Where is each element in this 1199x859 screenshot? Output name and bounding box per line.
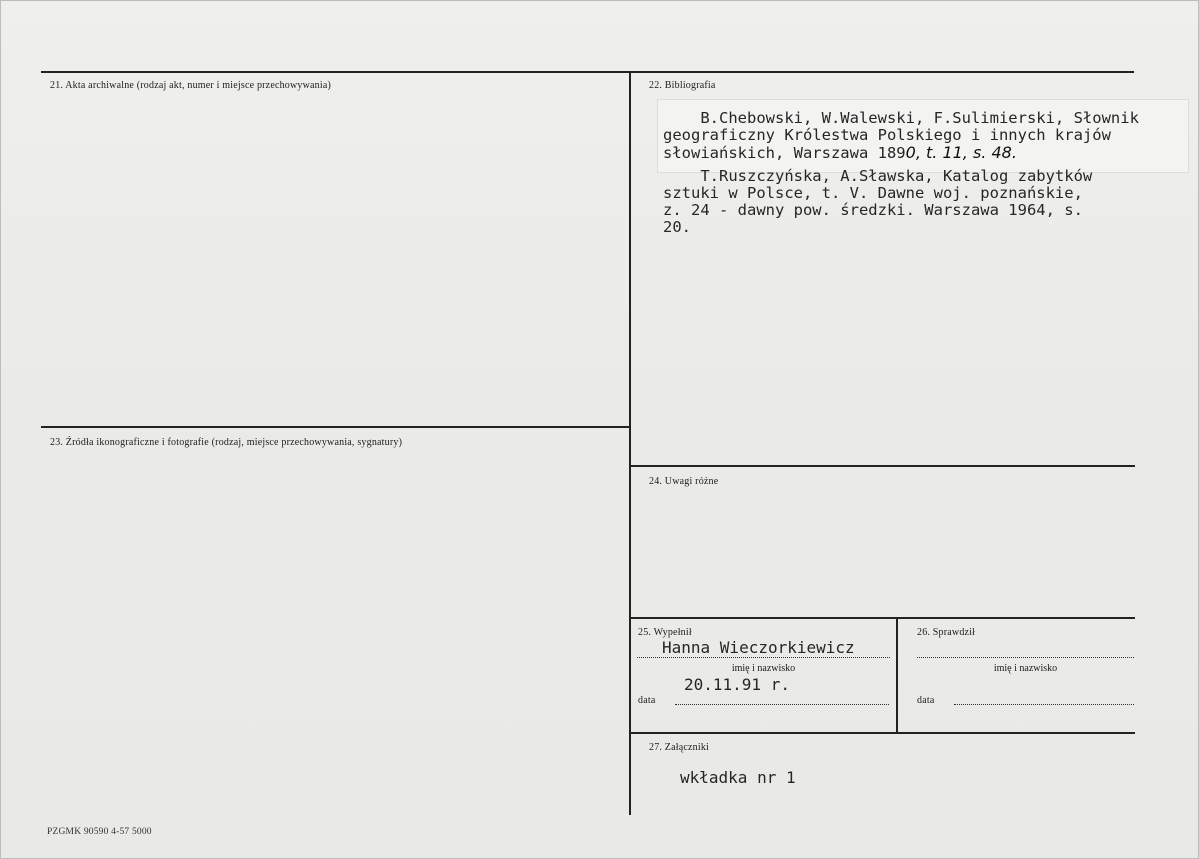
- section-27-label: 27. Załączniki: [649, 742, 709, 753]
- filled-by-name-line: [637, 657, 890, 658]
- attachments-value: wkładka nr 1: [680, 768, 796, 787]
- bib2-line3: z. 24 - dawny pow. średzki. Warszawa 1964, s.: [663, 201, 1083, 219]
- rule-section-23: [41, 426, 630, 428]
- bib2-line1: T.Ruszczyńska, A.Sławska, Katalog zabytków: [663, 167, 1093, 185]
- center-divider: [629, 72, 631, 815]
- section-24-label: 24. Uwagi różne: [649, 476, 719, 487]
- bib1-handwritten-note: 0, t. 11, s. 48.: [905, 143, 1017, 162]
- filled-by-date-label: data: [638, 695, 656, 706]
- checked-by-name-line: [917, 657, 1134, 658]
- filled-by-name: Hanna Wieczorkiewicz: [662, 638, 855, 657]
- checked-by-date-line: [954, 704, 1134, 705]
- bib2-line4: 20.: [663, 218, 691, 236]
- top-rule: [41, 71, 1134, 73]
- bib1-line3-row: [663, 144, 1139, 162]
- bib1-line2: geograficzny Królestwa Polskiego i innych krajów: [663, 126, 1111, 144]
- checked-by-name-caption: imię i nazwisko: [993, 663, 1058, 674]
- filled-by-date: 20.11.91 r.: [684, 675, 790, 694]
- bib2-line2: sztuki w Polsce, t. V. Dawne woj. poznańskie,: [663, 184, 1083, 202]
- bibliography-entry-2: [663, 168, 1092, 236]
- section-25-label: 25. Wypełnił: [638, 627, 692, 638]
- filled-by-name-caption: imię i nazwisko: [731, 663, 796, 674]
- divider-25-26: [896, 618, 898, 733]
- section-21-label: 21. Akta archiwalne (rodzaj akt, numer i miejsce przechowywania): [50, 80, 332, 91]
- checked-by-date-label: data: [917, 695, 935, 706]
- bib1-line1: B.Chebowski, W.Walewski, F.Sulimierski, Słownik: [663, 109, 1139, 127]
- rule-section-24: [630, 465, 1135, 467]
- filled-by-date-line: [675, 704, 889, 705]
- rule-section-27: [630, 732, 1135, 734]
- section-26-label: 26. Sprawdził: [917, 627, 976, 638]
- rule-section-25: [630, 617, 1135, 619]
- bibliography-entry-1: [663, 110, 1139, 162]
- section-22-label: 22. Bibliografia: [649, 80, 716, 91]
- print-code: PZGMK 90590 4-57 5000: [47, 827, 152, 837]
- section-23-label: 23. Źródła ikonograficzne i fotografie (rodzaj, miejsce przechowywania, sygnatury): [50, 437, 403, 448]
- bib1-line3: słowiańskich, Warszawa 189: [663, 144, 906, 162]
